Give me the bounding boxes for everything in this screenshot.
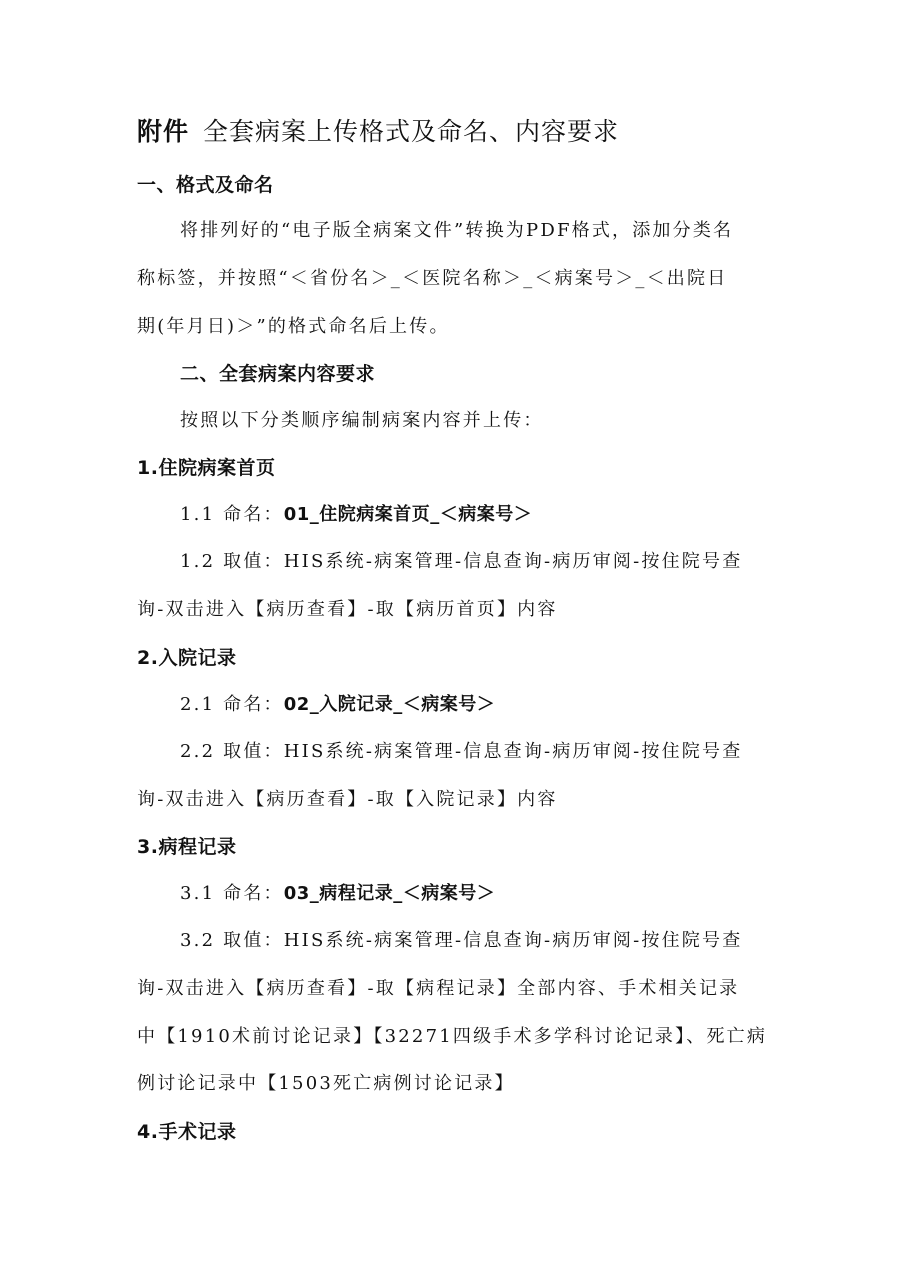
paragraph-line: 1.2 取值：HIS系统-病案管理-信息查询-病历审阅-按住院号查 <box>180 551 743 572</box>
item-heading-1: 1.住院病案首页 <box>137 457 276 479</box>
name-value: 01_住院病案首页_＜病案号＞ <box>283 504 533 525</box>
paragraph-line: 称标签，并按照“＜省份名＞_＜医院名称＞_＜病案号＞_＜出院日 <box>137 268 728 289</box>
item-name-line-3 <box>180 879 495 905</box>
name-prefix: 2.1 命名： <box>180 694 284 715</box>
name-value: 03_病程记录_＜病案号＞ <box>283 883 496 904</box>
paragraph-line: 2.2 取值：HIS系统-病案管理-信息查询-病历审阅-按住院号查 <box>180 741 743 762</box>
paragraph-line: 询-双击进入【病历查看】-取【入院记录】内容 <box>137 789 558 810</box>
title-lead: 附件 <box>137 117 190 146</box>
section-heading-format: 一、格式及命名 <box>137 174 274 196</box>
paragraph-line: 3.2 取值：HIS系统-病案管理-信息查询-病历审阅-按住院号查 <box>180 930 743 951</box>
section-heading-content: 二、全套病案内容要求 <box>180 363 376 385</box>
name-prefix: 1.1 命名： <box>180 504 284 525</box>
name-prefix: 3.1 命名： <box>180 883 284 904</box>
title-text: 全套病案上传格式及命名、内容要求 <box>203 117 620 146</box>
item-name-line-2 <box>180 690 495 716</box>
item-heading-3: 3.病程记录 <box>137 836 237 858</box>
item-name-line-1 <box>180 500 532 526</box>
paragraph-line: 将排列好的“电子版全病案文件”转换为PDF格式，添加分类名 <box>180 220 734 241</box>
paragraph-line: 中【1910术前讨论记录】【32271四级手术多学科讨论记录】、死亡病 <box>137 1026 768 1047</box>
page-title <box>137 112 619 148</box>
paragraph-line: 例讨论记录中【1503死亡病例讨论记录】 <box>137 1073 515 1094</box>
item-heading-2: 2.入院记录 <box>137 647 237 669</box>
name-value: 02_入院记录_＜病案号＞ <box>283 694 496 715</box>
item-heading-4: 4.手术记录 <box>137 1121 237 1143</box>
paragraph-line: 按照以下分类顺序编制病案内容并上传： <box>180 410 544 431</box>
paragraph-line: 期(年月日)＞”的格式命名后上传。 <box>137 316 450 337</box>
paragraph-line: 询-双击进入【病历查看】-取【病历首页】内容 <box>137 599 558 620</box>
paragraph-line: 询-双击进入【病历查看】-取【病程记录】全部内容、手术相关记录 <box>137 978 740 999</box>
